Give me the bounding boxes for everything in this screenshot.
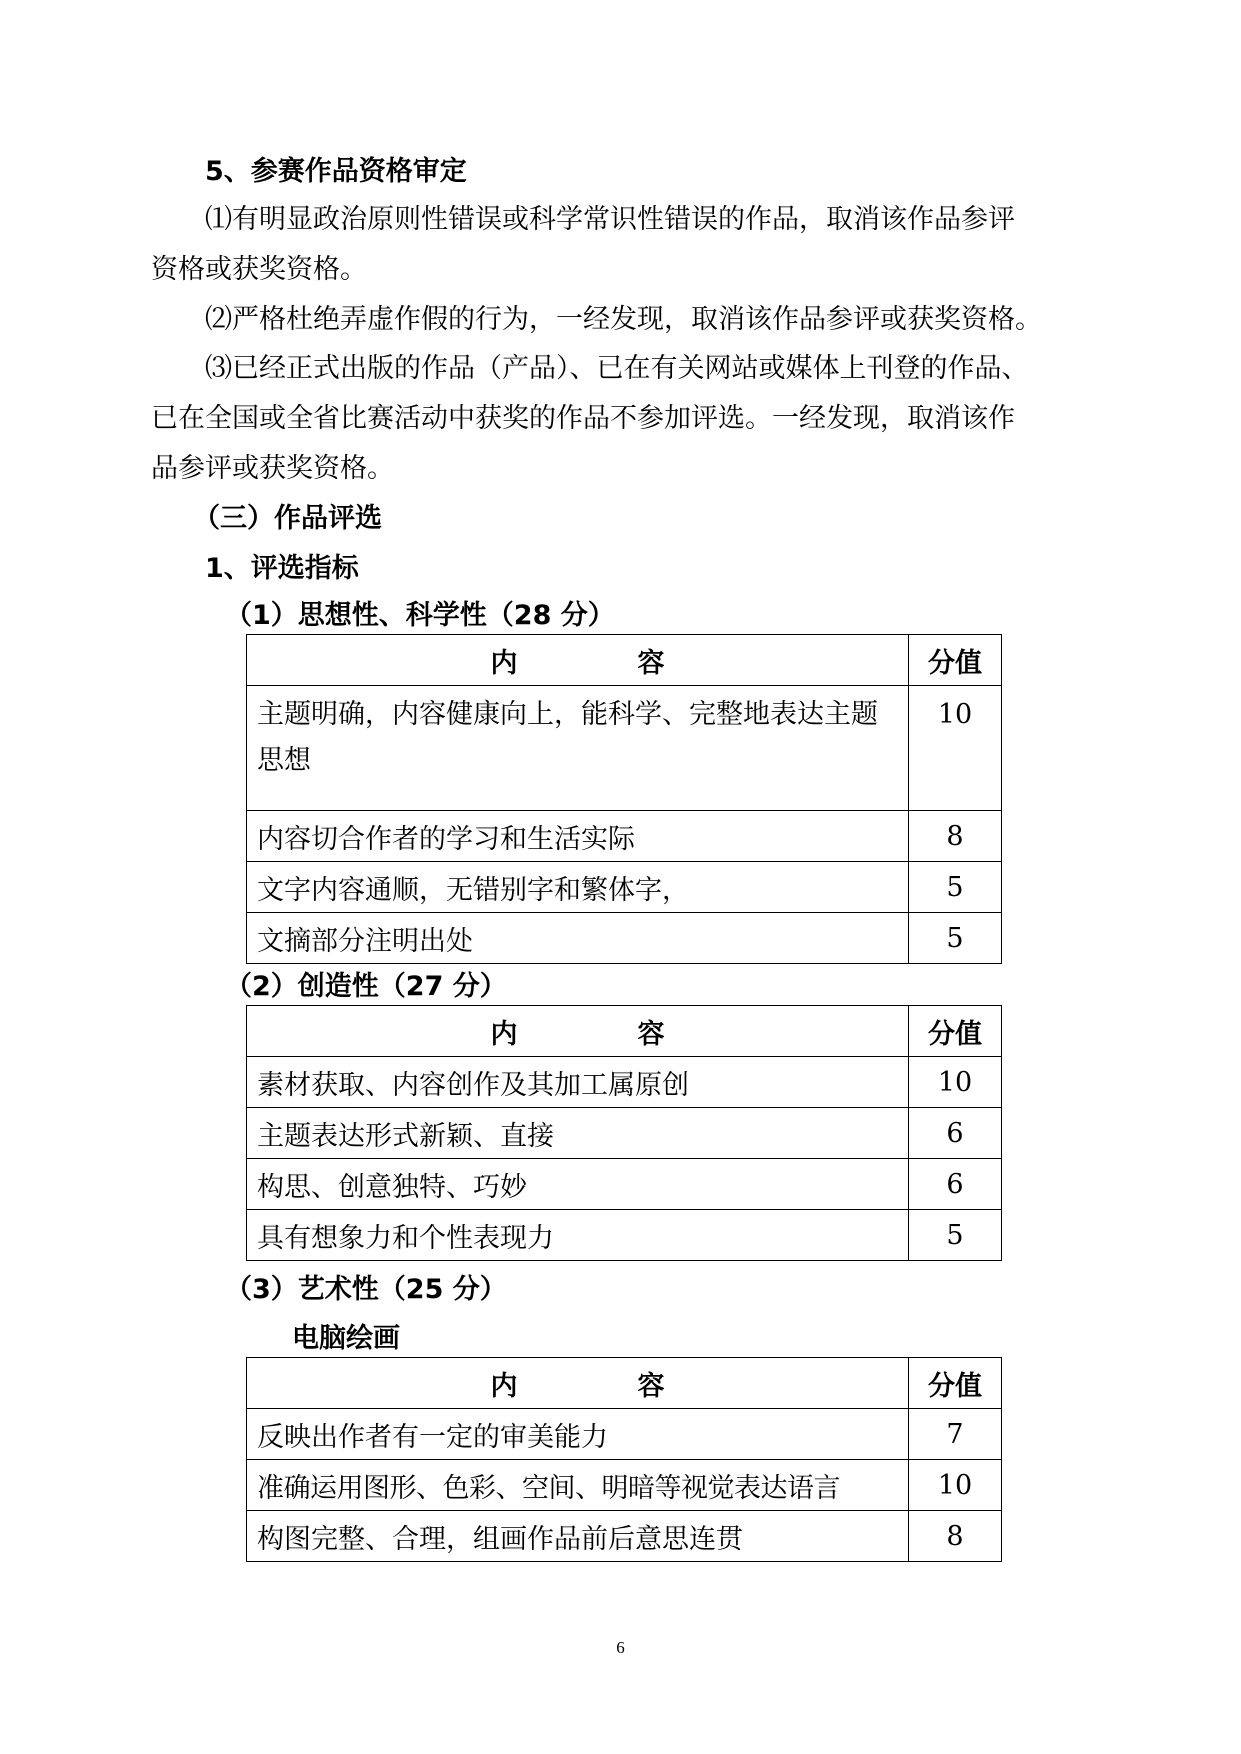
criterion-score: 10 [909, 686, 1002, 811]
header-content [247, 1006, 909, 1057]
table-row [247, 862, 1002, 913]
paragraph-item1-line1: ⑴有明显政治原则性错误或科学常识性错误的作品，取消该作品参评 [205, 204, 1015, 235]
criterion-score: 5 [909, 1210, 1002, 1261]
header-content-char1: 内 [490, 1370, 518, 1402]
criterion-content: 具有想象力和个性表现力 [247, 1210, 909, 1261]
table2-caption: （2）创造性（27 分） [225, 971, 507, 1002]
header-score: 分值 [909, 1358, 1002, 1409]
header-content-char1: 内 [490, 647, 518, 679]
criterion-content: 内容切合作者的学习和生活实际 [247, 811, 909, 862]
criterion-content: 主题明确，内容健康向上，能科学、完整地表达主题思想 [247, 686, 909, 811]
paragraph-item3-line1: ⑶已经正式出版的作品（产品）、已在有关网站或媒体上刊登的作品、 [205, 353, 1029, 384]
page-number: 6 [616, 1638, 625, 1657]
criterion-score: 8 [909, 811, 1002, 862]
section-heading-evaluation: （三）作品评选 [193, 503, 382, 534]
criterion-score: 7 [909, 1409, 1002, 1460]
section-heading-qualification: 5、参赛作品资格审定 [205, 156, 467, 187]
table-header-row [247, 1358, 1002, 1409]
table-row [247, 1511, 1002, 1562]
table-row [247, 1210, 1002, 1261]
header-content-char1: 内 [490, 1018, 518, 1050]
criterion-content: 构图完整、合理，组画作品前后意思连贯 [247, 1511, 909, 1562]
table-row [247, 1409, 1002, 1460]
criterion-score: 10 [909, 1057, 1002, 1108]
criterion-score: 8 [909, 1511, 1002, 1562]
table-creativity [246, 1005, 1002, 1261]
table-row [247, 913, 1002, 964]
criterion-score: 5 [909, 913, 1002, 964]
paragraph-item2: ⑵严格杜绝弄虚作假的行为，一经发现，取消该作品参评或获奖资格。 [205, 304, 1042, 335]
criterion-score: 10 [909, 1460, 1002, 1511]
header-content-char2: 容 [637, 1018, 665, 1050]
table-row [247, 811, 1002, 862]
criterion-content: 素材获取、内容创作及其加工属原创 [247, 1057, 909, 1108]
table-row [247, 1057, 1002, 1108]
header-content-char2: 容 [637, 1370, 665, 1402]
header-score: 分值 [909, 1006, 1002, 1057]
criterion-content: 准确运用图形、色彩、空间、明暗等视觉表达语言 [247, 1460, 909, 1511]
criterion-content: 构思、创意独特、巧妙 [247, 1159, 909, 1210]
header-content [247, 1358, 909, 1409]
paragraph-item1-line2: 资格或获奖资格。 [151, 254, 367, 285]
table-row [247, 1108, 1002, 1159]
criterion-score: 5 [909, 862, 1002, 913]
subheading-criteria: 1、评选指标 [205, 553, 359, 584]
table1-caption: （1）思想性、科学性（28 分） [225, 600, 615, 631]
criterion-score: 6 [909, 1159, 1002, 1210]
criterion-content: 文摘部分注明出处 [247, 913, 909, 964]
criterion-score: 6 [909, 1108, 1002, 1159]
table-ideology-science [246, 634, 1002, 964]
table-row [247, 686, 1002, 811]
header-content-char2: 容 [637, 647, 665, 679]
table-header-row [247, 1006, 1002, 1057]
criterion-content: 主题表达形式新颖、直接 [247, 1108, 909, 1159]
criterion-content: 反映出作者有一定的审美能力 [247, 1409, 909, 1460]
paragraph-item3-line2: 已在全国或全省比赛活动中获奖的作品不参加评选。一经发现，取消该作 [151, 403, 1015, 434]
criterion-content: 文字内容通顺，无错别字和繁体字， [247, 862, 909, 913]
table-header-row [247, 635, 1002, 686]
table3-caption: （3）艺术性（25 分） [225, 1274, 507, 1305]
header-score: 分值 [909, 635, 1002, 686]
header-content [247, 635, 909, 686]
table3-subcaption: 电脑绘画 [292, 1323, 400, 1354]
table-row [247, 1159, 1002, 1210]
paragraph-item3-line3: 品参评或获奖资格。 [151, 453, 394, 484]
table-artistry-computer-painting [246, 1357, 1002, 1562]
table-row [247, 1460, 1002, 1511]
